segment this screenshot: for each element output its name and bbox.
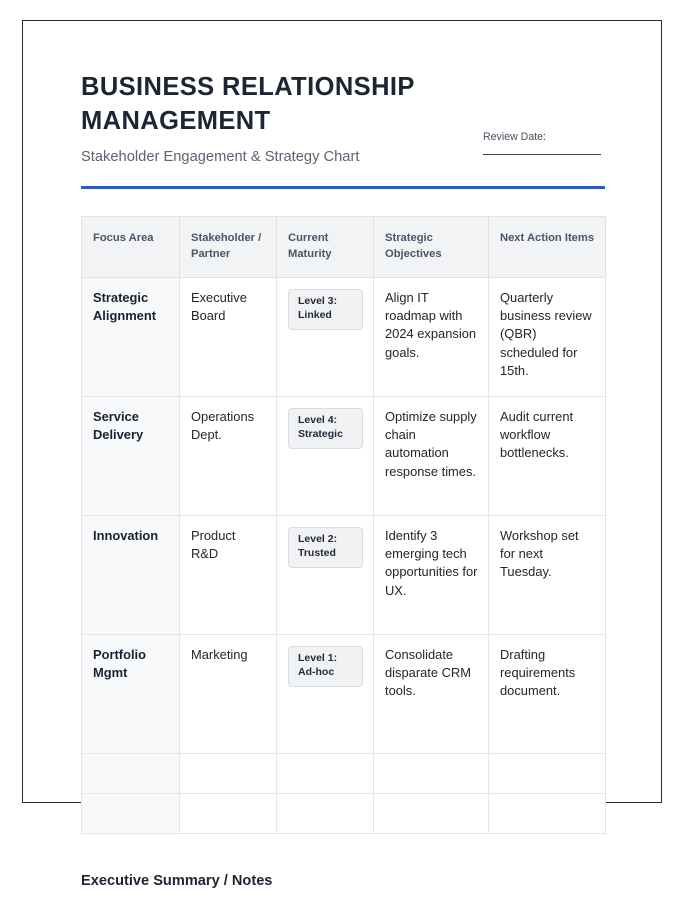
cell-stakeholder: Operations Dept. <box>180 396 277 515</box>
cell-focus-area: Portfolio Mgmt <box>82 634 180 753</box>
cell-action: Quarterly business review (QBR) scheduled for 15th. <box>489 277 606 396</box>
cell-stakeholder: Product R&D <box>180 515 277 634</box>
table-row <box>82 396 606 515</box>
column-header-stakeholder-partner: Stakeholder / Partner <box>180 216 277 277</box>
column-header-strategic-objectives: Strategic Objectives <box>374 216 489 277</box>
table-row-empty <box>82 753 606 793</box>
page-content <box>81 71 605 891</box>
review-date-input-rule[interactable] <box>483 154 601 155</box>
table-row <box>82 515 606 634</box>
maturity-badge: Level 2: Trusted <box>288 527 363 568</box>
cell-objective: Consolidate disparate CRM tools. <box>374 634 489 753</box>
table-row <box>82 277 606 396</box>
header-accent-divider <box>81 186 605 189</box>
cell-action: Workshop set for next Tuesday. <box>489 515 606 634</box>
cell-stakeholder[interactable] <box>180 793 277 833</box>
column-header-next-action-items: Next Action Items <box>489 216 606 277</box>
table-header-row <box>82 216 606 277</box>
cell-objective[interactable] <box>374 793 489 833</box>
cell-focus-area: Service Delivery <box>82 396 180 515</box>
cell-maturity <box>277 396 374 515</box>
cell-objective: Align IT roadmap with 2024 expansion goals. <box>374 277 489 396</box>
cell-stakeholder: Marketing <box>180 634 277 753</box>
table-row-empty <box>82 793 606 833</box>
table-row <box>82 634 606 753</box>
document-page <box>22 20 662 889</box>
cell-maturity <box>277 515 374 634</box>
cell-maturity <box>277 634 374 753</box>
column-header-focus-area: Focus Area <box>82 216 180 277</box>
cell-maturity <box>277 277 374 396</box>
title-block <box>81 71 431 167</box>
cell-focus-area[interactable] <box>82 753 180 793</box>
cell-action[interactable] <box>489 753 606 793</box>
maturity-badge: Level 1: Ad-hoc <box>288 646 363 687</box>
cell-stakeholder: Executive Board <box>180 277 277 396</box>
document-header <box>81 71 605 177</box>
cell-stakeholder[interactable] <box>180 753 277 793</box>
column-header-current-maturity: Current Maturity <box>277 216 374 277</box>
review-date-label: Review Date: <box>483 131 546 144</box>
maturity-badge: Level 3: Linked <box>288 289 363 330</box>
cell-maturity[interactable] <box>277 793 374 833</box>
cell-objective: Identify 3 emerging tech opportunities for UX. <box>374 515 489 634</box>
cell-action: Drafting requirements document. <box>489 634 606 753</box>
cell-action[interactable] <box>489 793 606 833</box>
cell-maturity[interactable] <box>277 753 374 793</box>
cell-objective[interactable] <box>374 753 489 793</box>
cell-objective: Optimize supply chain automation response times. <box>374 396 489 515</box>
review-date-field[interactable] <box>483 132 603 155</box>
strategy-table <box>81 216 606 834</box>
executive-summary-heading: Executive Summary / Notes <box>81 872 273 889</box>
maturity-badge: Level 4: Strategic <box>288 408 363 449</box>
table-body <box>82 277 606 833</box>
cell-action: Audit current workflow bottlenecks. <box>489 396 606 515</box>
page-subtitle: Stakeholder Engagement & Strategy Chart <box>81 148 360 165</box>
cell-focus-area[interactable] <box>82 793 180 833</box>
table-header <box>82 216 606 277</box>
cell-focus-area: Innovation <box>82 515 180 634</box>
page-title: BUSINESS RELATIONSHIP MANAGEMENT <box>81 73 415 135</box>
cell-focus-area: Strategic Alignment <box>82 277 180 396</box>
